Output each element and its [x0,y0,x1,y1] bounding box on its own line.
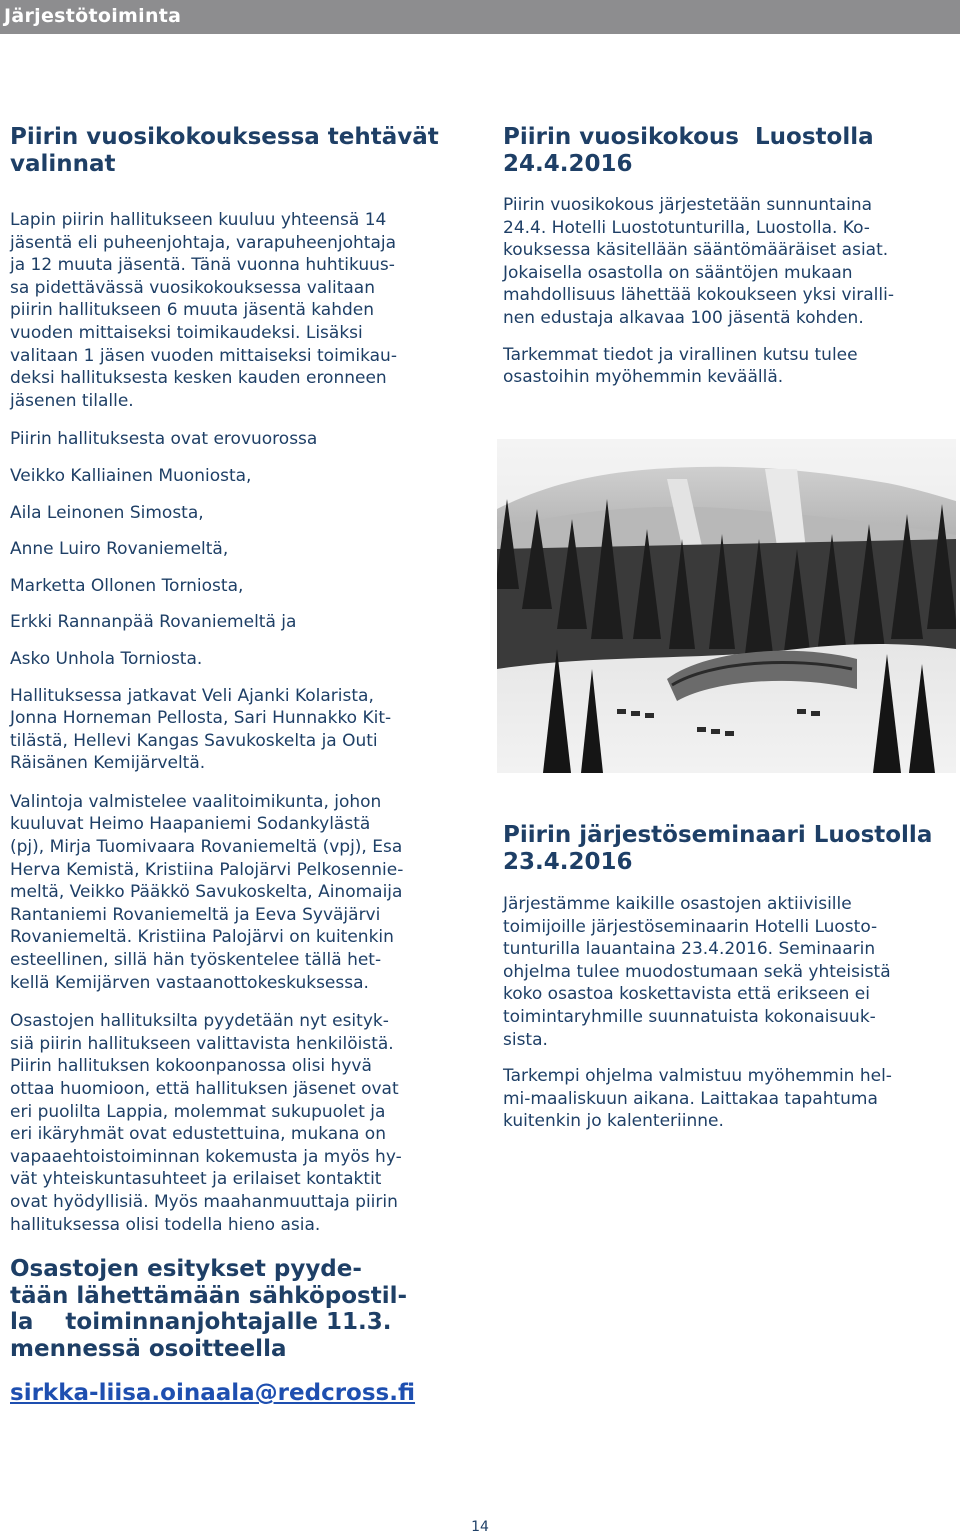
member-item: Aila Leinonen Simosta, [10,502,204,523]
paragraph-jatkavat: Hallituksessa jatkavat Veli Ajanki Kolarista, Jonna Horneman Pellosta, Sari Hunnakko Kit- tilästä, Hellevi Kangas Savukoskelta ja Outi Räisänen Kemijärveltä. [10,685,392,774]
paragraph-vuosikokous: Piirin vuosikokous järjestetään sunnuntaina 24.4. Hotelli Luostotunturilla, Luostolla. Ko- kouksessa käsitellään sääntömääräiset asiat. Jokaisella osastolla on sääntöjen mukaan mahdollisuus lähettää kokoukseen yksi viralli- nen edustaja alkavaa 100 jäsentä kohden. [503,195,894,328]
member-item: Asko Unhola Torniosta. [10,648,203,669]
page-number: 14 [471,1519,489,1535]
heading-valinnat: Piirin vuosikokouksessa tehtävät valinnat [10,124,439,177]
member-item: Erkki Rannanpää Rovaniemeltä ja [10,612,297,633]
paragraph-intro: Lapin piirin hallitukseen kuuluu yhteensä 14 jäsentä eli puheenjohtaja, varapuheenjohtaja ja 12 muuta jäsentä. Tänä vuonna huhtikuus- sa pidettävässä vuosikokouksessa valitaan piirin hallitukseen 6 muuta jäsentä kahden vuoden mittaiseksi toimikaudeksi. Lisäksi valitaan 1 jäsen vuoden mittaiseksi toimikau- deksi hallituksesta kesken kauden eronneen jäsenen tilalle. [10,210,397,411]
paragraph-esitykset: Osastojen hallituksilta pyydetään nyt esityk- siä piirin hallitukseen valittavista henkilöistä. Piirin hallituksen kokoonpanossa olisi hyvä ottaa huomioon, että hallituksen jäsenet ovat eri puolilta Lappia, molemmat sukupuolet ja eri ikäryhmät ovat edustettuina, mukana on vapaaehtoistoiminnan kokemusta ja myös hy- vät yhteiskuntasuhteet ja erilaiset kontaktit ovat hyödyllisiä. Myös maahanmuuttaja piirin hallituksessa olisi todella hieno asia. [10,1011,402,1235]
paragraph-vaalitoimikunta: Valintoja valmistelee vaalitoimikunta, johon kuuluvat Heimo Haapaniemi Sodankylästä (pj), Mirja Tuomivaara Rovaniemeltä (vpj), Esa Herva Kemistä, Kristiina Palojärvi Pelkosennie- meltä, Veikko Pääkkö Savukoskelta, Ainomaija Rantaniemi Rovaniemeltä ja Eeva Syväjärvi Rovaniemeltä. Kristiina Palojärvi on kuitenkin esteellinen, sillä hän työskentelee tällä het- kellä Kemijärven vastaanottokeskuksessa. [10,791,404,993]
section-header-bar [0,0,960,34]
heading-vuosikokous: Piirin vuosikokous Luostolla 24.4.2016 [503,124,874,177]
callout-deadline: Osastojen esitykset pyyde- tään lähettämään sähköpostil- la toiminnanjohtajalle 11.3. mennessä osoitteella [10,1256,408,1362]
luosto-landscape-photo [497,439,956,773]
member-item: Veikko Kalliainen Muoniosta, [10,465,252,486]
paragraph-ohjelma: Tarkempi ohjelma valmistuu myöhemmin hel- mi-maaliskuun aikana. Laittakaa tapahtuma kuitenkin jo kalenteriinne. [503,1066,892,1132]
member-item: Anne Luiro Rovaniemeltä, [10,539,229,560]
paragraph-seminaari: Järjestämme kaikille osastojen aktiivisille toimijoille järjestöseminaarin Hotelli Luosto- tunturilla lauantaina 23.4.2016. Seminaarin ohjelma tulee muodostumaan sekä yhteisistä koko osastoa koskettavista että erikseen ei toimintaryhmille suunnatuista kokonaisuuk- sista. [503,894,891,1050]
right-column-lower [503,822,955,1133]
right-column [503,124,955,389]
member-list [10,465,468,671]
member-item: Marketta Ollonen Torniosta, [10,575,244,596]
erovuorossa-text: Piirin hallituksesta ovat erovuorossa [10,429,318,450]
paragraph-kutsu: Tarkemmat tiedot ja virallinen kutsu tulee osastoihin myöhemmin keväällä. [503,344,858,388]
left-column [10,124,468,1406]
heading-seminaari: Piirin järjestöseminaari Luostolla 23.4.2016 [503,822,933,875]
section-title: Järjestötoiminta [4,5,182,27]
email-link[interactable]: sirkka-liisa.oinaala@redcross.fi [10,1380,416,1407]
